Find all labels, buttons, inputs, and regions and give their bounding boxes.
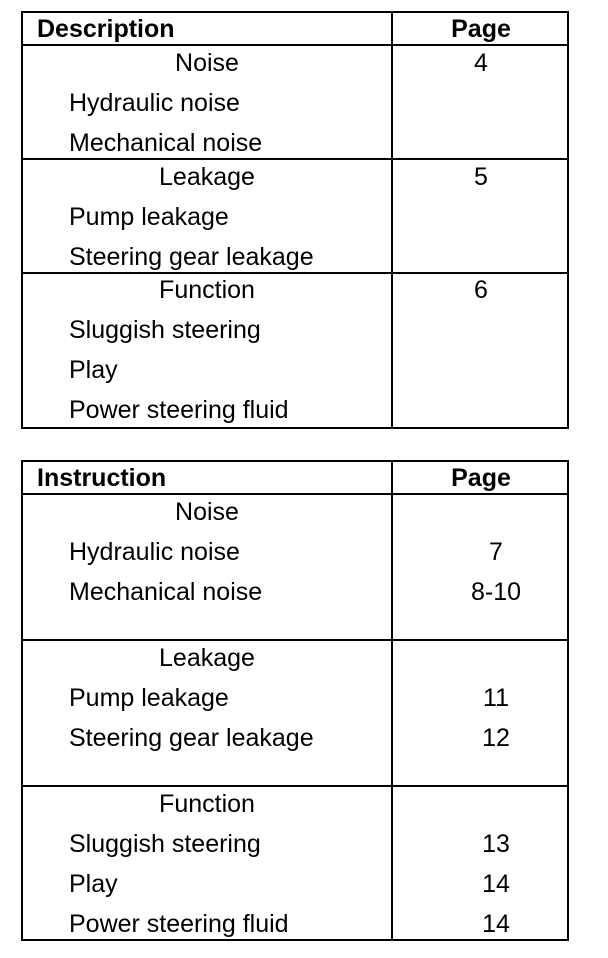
row-divider	[23, 158, 567, 160]
header-divider	[23, 493, 567, 495]
instruction-header: Instruction	[37, 464, 167, 492]
section-title-function: Function	[159, 790, 255, 818]
item-page: 14	[482, 870, 510, 898]
header-divider	[23, 44, 567, 46]
list-item: Hydraulic noise	[69, 89, 240, 117]
description-table	[21, 11, 569, 429]
list-item: Pump leakage	[69, 203, 229, 231]
list-item: Sluggish steering	[69, 316, 261, 344]
page-header: Page	[451, 464, 511, 492]
row-divider	[23, 785, 567, 787]
section-page-function: 6	[474, 276, 488, 304]
row-divider	[23, 639, 567, 641]
item-page: 11	[483, 684, 509, 712]
list-item: Play	[69, 870, 118, 898]
item-page: 12	[482, 724, 510, 752]
section-title-leakage: Leakage	[159, 644, 255, 672]
list-item: Steering gear leakage	[69, 243, 314, 271]
item-page: 14	[482, 910, 510, 938]
instruction-table	[21, 460, 569, 941]
list-item: Hydraulic noise	[69, 538, 240, 566]
description-header: Description	[37, 15, 175, 43]
list-item: Steering gear leakage	[69, 724, 314, 752]
list-item: Sluggish steering	[69, 830, 261, 858]
page-header: Page	[451, 15, 511, 43]
item-page: 8-10	[470, 578, 522, 606]
section-title-leakage: Leakage	[159, 163, 255, 191]
list-item: Mechanical noise	[69, 578, 263, 606]
list-item: Pump leakage	[69, 684, 229, 712]
list-item: Mechanical noise	[69, 129, 263, 157]
list-item: Power steering fluid	[69, 910, 289, 938]
section-title-noise: Noise	[175, 498, 239, 526]
list-item: Play	[69, 356, 118, 384]
item-page: 7	[489, 538, 503, 566]
item-page: 13	[482, 830, 510, 858]
section-title-function: Function	[159, 276, 255, 304]
section-title-noise: Noise	[175, 49, 239, 77]
row-divider	[23, 272, 567, 274]
section-page-noise: 4	[474, 49, 488, 77]
list-item: Power steering fluid	[69, 396, 289, 424]
column-divider	[391, 462, 393, 939]
section-page-leakage: 5	[474, 163, 488, 191]
